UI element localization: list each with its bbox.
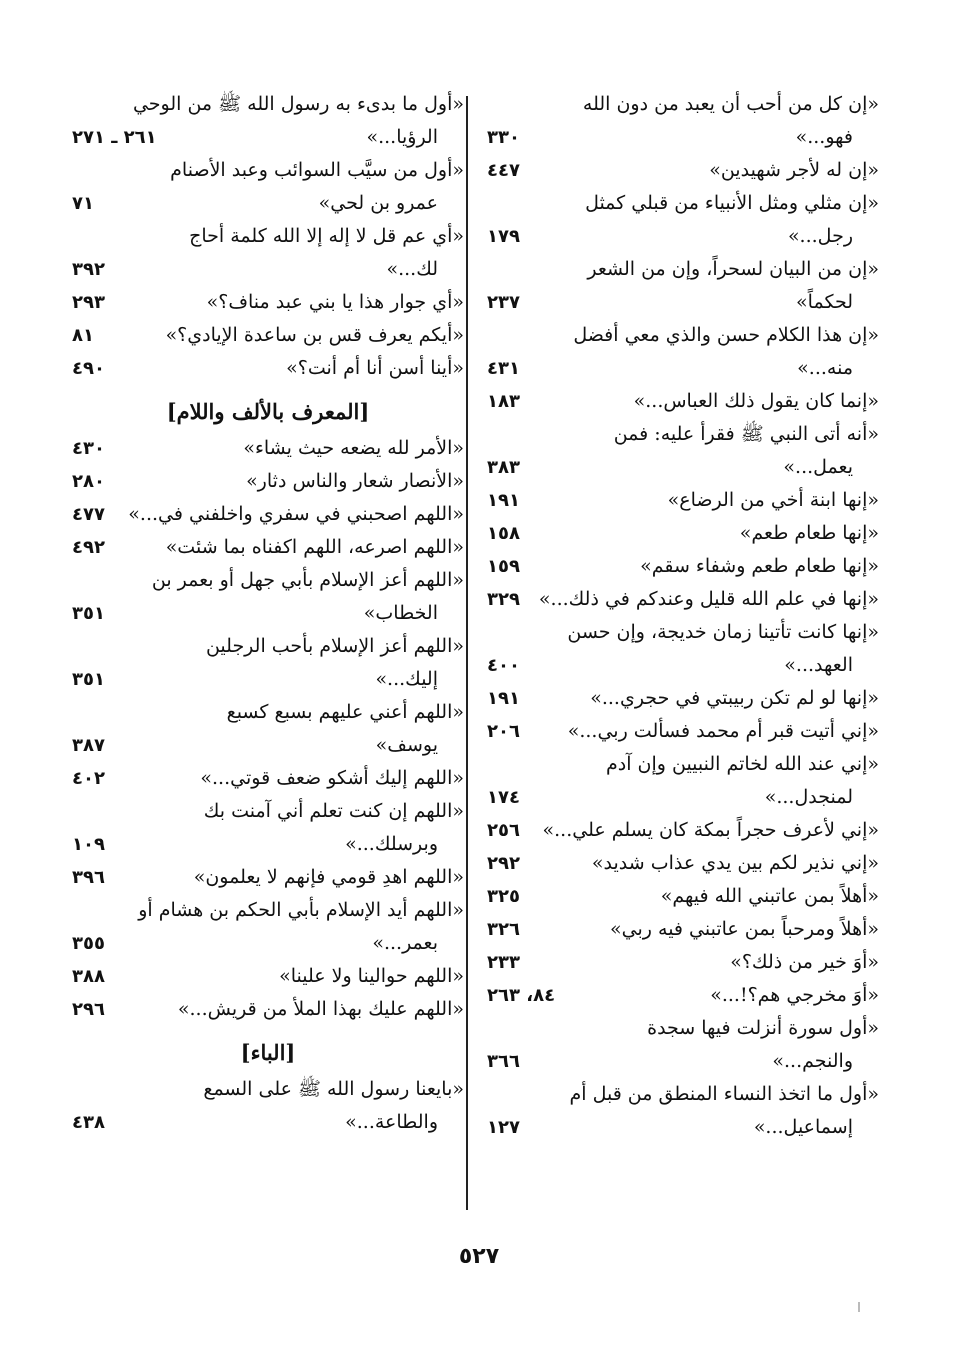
entry-text-continued: العهد...» [784,654,853,676]
index-entry [72,564,464,630]
entry-group-baa [72,1073,464,1139]
entry-page-ref: ٢٥٦ [487,820,520,841]
entry-page-ref: ٤٣٨ [72,1112,105,1133]
entry-page-ref: ٣٣٠ [487,127,520,148]
entry-page-ref: ٢٩٦ [72,999,105,1020]
index-entry [72,762,464,795]
entry-text: «اللهم أعني عليهم بسبع كسبع [226,701,464,723]
entry-page-ref: ١٠٩ [72,834,105,855]
index-entry [72,88,464,154]
entry-page-ref: ٣٨٣ [487,457,520,478]
entry-text: «إن مثلي ومثل الأنبياء من قبلي كمثل [585,192,879,214]
entry-page-ref: ٣٨٨ [72,966,105,987]
entry-text: «إني أتيت قبر أم محمد فسألت ربي...» [567,720,879,742]
entry-text-continued: بعمر...» [372,932,438,954]
entry-text-continued: لحكماً» [796,291,853,313]
entry-page-ref: ٤٣٠ [72,438,105,459]
entry-text: «اللهم إليك أشكو ضعف قوتي...» [200,767,464,789]
index-entry [487,517,879,550]
index-entry [487,946,879,979]
entry-page-ref: ٢٠٦ [487,721,520,742]
index-entry [72,1073,464,1139]
index-entry [487,253,879,319]
entry-page-ref: ٣٩٦ [72,867,105,888]
margin-mark [858,1302,860,1312]
entry-text-continued: وبرسلك...» [345,833,438,855]
entry-text: «أوَ مخرجي هم؟!...» [710,984,879,1006]
entry-text: «إني عند الله لخاتم النبيين وإن آدم [605,753,879,775]
entry-text: «أيكم يعرف قس بن ساعدة الإيادي؟» [165,324,464,346]
entry-page-ref: ١٥٩ [487,556,520,577]
entry-text: «أي جوار هذا يا بني عبد مناف؟» [206,291,464,313]
index-entry [487,88,879,154]
index-entry [487,682,879,715]
entry-page-ref: ٣٢٥ [487,886,520,907]
index-entry [487,385,879,418]
entry-page-ref: ٢٦١ ـ ٢٧١ [72,127,157,148]
entry-text: «بايعنا رسول الله ﷺ على السمع [203,1078,464,1100]
entry-text-continued: منه...» [797,357,853,379]
column-divider [466,96,468,1210]
entry-text: «إنما كان يقول ذلك العباس...» [633,390,879,412]
index-entry [72,498,464,531]
entry-page-ref: ٤٩٢ [72,537,105,558]
index-entry [487,1078,879,1144]
entry-text: «إن كل من أحب أن يعبد من دون الله [582,93,879,115]
index-column-right [487,88,879,1144]
entry-page-ref: ٢٩٣ [72,292,105,313]
entry-text: «أول ما بدىء به رسول الله ﷺ من الوحي [132,93,464,115]
entry-text-continued: والنجم...» [772,1050,853,1072]
index-entry [72,432,464,465]
index-entry [487,715,879,748]
entry-text: «اللهم أيد الإسلام بأبي الحكم بن هشام أو [138,899,464,921]
entry-text: «اللهم اصرعه، اللهم اكفناه بما شئت» [165,536,464,558]
section-heading-baa: [الباء] [240,1040,296,1065]
entry-text: «إنها في علم الله قليل وعندكم في ذلك...» [538,588,879,610]
entry-page-ref: ٢٣٧ [487,292,520,313]
entry-text: «إن من البيان لسحراً، وإن من الشعر [587,258,879,280]
entry-page-ref: ١٢٧ [487,1117,520,1138]
entry-text: «إني لأعرف حجراً بمكة كان يسلم علي...» [542,819,879,841]
entry-text: «الأنصار شعار والناس دثار» [246,470,464,492]
index-entry [72,154,464,220]
entry-page-ref: ١٧٩ [487,226,520,247]
entry-text: «أهلاً ومرحباً بمن عاتبني فيه ربي» [610,918,879,940]
entry-text: «أول من سيَّب السوائب وعبد الأصنام [170,159,464,181]
index-entry [487,154,879,187]
index-entry [72,960,464,993]
index-entry [487,913,879,946]
entry-page-ref: ٨٤، ٢٦٣ [487,985,556,1006]
entry-text: «إني نذير لكم بين يدي عذاب شديد» [591,852,879,874]
index-entry [487,583,879,616]
index-entry [72,531,464,564]
entry-page-ref: ٣٥١ [72,603,105,624]
entry-page-ref: ٤٩٠ [72,358,105,379]
entry-page-ref: ١٧٤ [487,787,520,808]
entry-text: «أينا أسن أنا أم أنت؟» [286,357,464,379]
entry-page-ref: ١٩١ [487,688,520,709]
entry-text: «اللهم أعز الإسلام بأحب الرجلين [205,635,464,657]
entry-page-ref: ٤٣١ [487,358,520,379]
index-entry [72,630,464,696]
entry-text-continued: لمنجدل...» [764,786,853,808]
entry-page-ref: ٣٢٦ [487,919,520,940]
index-entry [72,795,464,861]
index-entry [487,484,879,517]
entry-page-ref: ٤٤٧ [487,160,520,181]
entry-text: «إن له لأجر شهيدين» [709,159,879,181]
entry-page-ref: ٤٠٠ [487,655,520,676]
index-entry [72,465,464,498]
entry-text: «اللهم أعز الإسلام بأبي جهل أو بعمر بن [151,569,464,591]
entry-page-ref: ٣٩٢ [72,259,105,280]
entry-page-ref: ٣٢٩ [487,589,520,610]
entry-text: «إنها كانت تأتينا زمان خديجة، وإن حسن [567,621,879,643]
entry-page-ref: ٣٦٦ [487,1051,520,1072]
index-entry [72,861,464,894]
index-entry [487,550,879,583]
entry-text-continued: يوسف» [375,734,438,756]
entry-page-ref: ٣٥١ [72,669,105,690]
entry-page-ref: ١٥٨ [487,523,520,544]
entry-text: «اللهم إن كنت تعلم أني آمنت بك [203,800,464,822]
entry-text: «اللهم اهدِ قومي فإنهم لا يعلمون» [193,866,464,888]
page-number: ٥٢٧ [458,1244,500,1269]
index-entry [487,847,879,880]
entry-text-continued: لك...» [386,258,438,280]
index-entry [487,187,879,253]
entry-page-ref: ٣٥٥ [72,933,105,954]
index-entry [72,352,464,385]
entry-text: «إن هذا الكلام حسن والذي معي أفضل [573,324,879,346]
entry-text-continued: والطاعة...» [345,1111,438,1133]
index-entry [487,880,879,913]
index-entry [72,220,464,286]
entry-text: «أول ما اتخذ النساء المنطق من قبل أم [569,1083,879,1105]
entry-page-ref: ٤٧٧ [72,504,105,525]
entry-text: «اللهم اصحبني في سفري واخلفني في...» [128,503,464,525]
index-entry [72,319,464,352]
entry-page-ref: ١٨٣ [487,391,520,412]
entry-page-ref: ٢٩٢ [487,853,520,874]
entry-page-ref: ٨١ [72,325,94,346]
entry-text: «أنه أتى النبي ﷺ فقرأ عليه: فمن [613,423,879,445]
index-entry [72,696,464,762]
entry-text: «إنها طعام طعم وشفاء سقم» [640,555,879,577]
entry-text: «إنها ابنة أخي من الرضاع» [667,489,879,511]
entry-text: «أول سورة أنزلت فيها سجدة [647,1017,879,1039]
entry-text-continued: الرؤيا...» [366,126,438,148]
section-heading-definite: [المعرف بالألف واللام] [166,399,370,424]
index-entry [72,286,464,319]
entry-text-continued: الخطاب» [363,602,438,624]
index-column-left [72,88,464,1139]
entry-text-continued: إليك...» [375,668,438,690]
entry-text-continued: يعمل...» [783,456,853,478]
entry-text-continued: عمرو بن لحي» [318,192,438,214]
entry-text: «اللهم حوالينا ولا علينا» [279,965,464,987]
entry-page-ref: ٧١ [72,193,94,214]
entry-page-ref: ٤٠٢ [72,768,105,789]
index-entry [487,1012,879,1078]
index-entry [487,814,879,847]
entry-page-ref: ٢٨٠ [72,471,105,492]
index-entry [487,979,879,1012]
entry-text: «أهلاً بمن عاتبني الله فيهم» [660,885,879,907]
entry-text: «أوَ خير من ذلك؟» [730,951,879,973]
entry-text-continued: فهو...» [795,126,853,148]
index-entry [487,319,879,385]
entry-page-ref: ٣٨٧ [72,735,105,756]
entry-text: «أي عم قل لا إله إلا الله كلمة أحاج [189,225,464,247]
entry-page-ref: ١٩١ [487,490,520,511]
index-entry [487,418,879,484]
entry-group-alif-end [72,88,464,385]
entry-text-continued: رجل...» [787,225,853,247]
entry-group-definite [72,432,464,1026]
index-entry [72,894,464,960]
entry-text: «الأمر لله يضعه حيث يشاء» [243,437,464,459]
index-entry [487,748,879,814]
entry-text: «اللهم عليك بهذا الملأ من قريش...» [177,998,464,1020]
entry-text: «إنها طعام طعم» [739,522,879,544]
entry-page-ref: ٢٣٣ [487,952,520,973]
entry-text-continued: إسماعيل...» [753,1116,853,1138]
index-entry [72,993,464,1026]
entry-text: «إنها لو لم تكن ربيبتي في حجري...» [590,687,879,709]
index-entry [487,616,879,682]
